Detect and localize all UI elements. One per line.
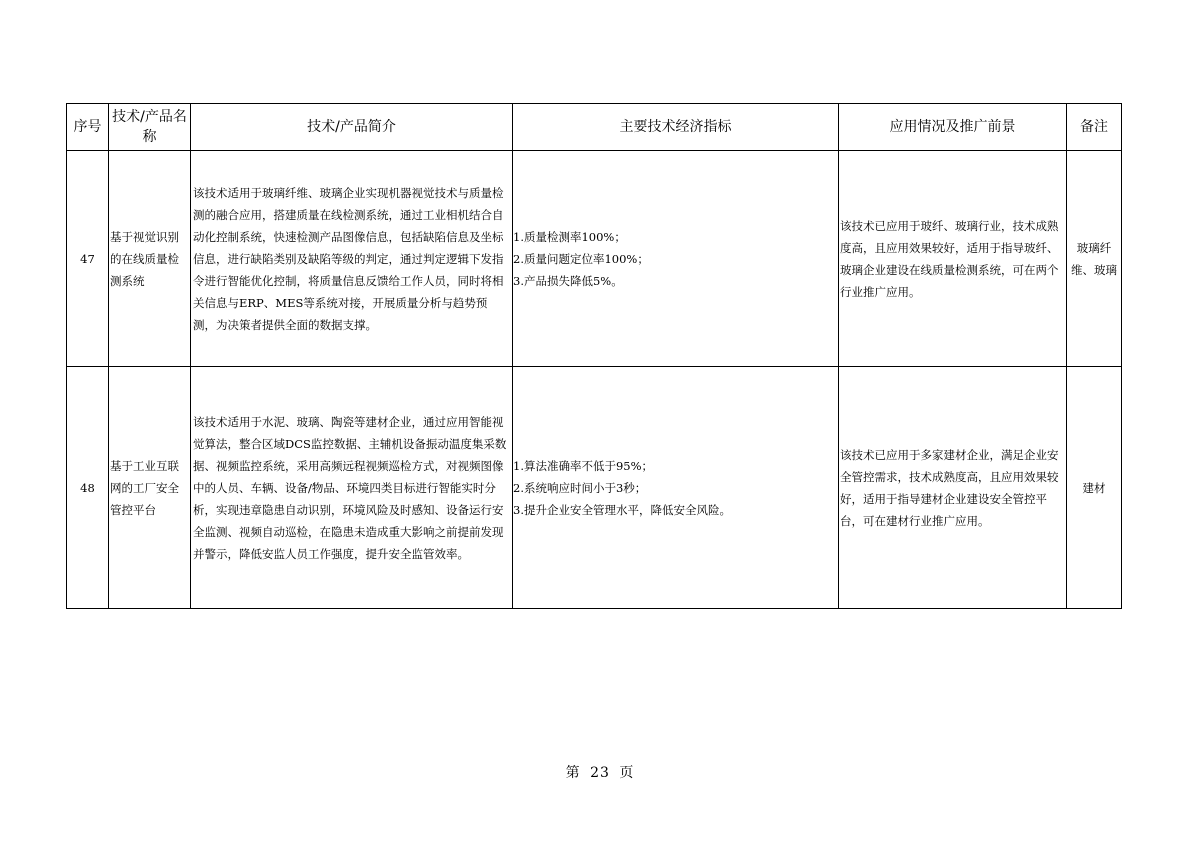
page-prefix: 第 [565, 765, 581, 781]
row-metrics [513, 151, 839, 367]
row-index: 48 [67, 367, 109, 609]
header-name: 技术/产品名称 [109, 104, 191, 151]
header-intro: 技术/产品简介 [191, 104, 513, 151]
table-row [67, 151, 1122, 367]
row-metrics [513, 367, 839, 609]
row-application: 该技术已应用于多家建材企业，满足企业安全管控需求，技术成熟度高，且应用效果较好，适用于指导建材企业建设安全管控平台，可在建材行业推广应用。 [839, 367, 1067, 609]
metric-item: 3.提升企业安全管理水平，降低安全风险。 [513, 502, 731, 517]
row-index: 47 [67, 151, 109, 367]
metric-item: 3.产品损失降低5%。 [513, 273, 623, 288]
metric-item: 2.系统响应时间小于3秒； [513, 480, 647, 495]
table-row [67, 367, 1122, 609]
row-intro: 该技术适用于玻璃纤维、玻璃企业实现机器视觉技术与质量检测的融合应用，搭建质量在线检测系统，通过工业相机结合自动化控制系统，快速检测产品图像信息，包括缺陷信息及坐标信息，进行缺陷类别及缺陷等级的判定，通过判定逻辑下发指令进行智能优化控制，将质量信息反馈给工作人员，同时将相关信息与ERP、MES等系统对接，开展质量分析与趋势预测，为决策者提供全面的数据支撑。 [191, 151, 513, 367]
row-note: 建材 [1067, 367, 1122, 609]
page-suffix: 页 [619, 765, 635, 781]
header-note: 备注 [1067, 104, 1122, 151]
header-index: 序号 [67, 104, 109, 151]
row-application: 该技术已应用于玻纤、玻璃行业，技术成熟度高，且应用效果较好，适用于指导玻纤、玻璃企业建设在线质量检测系统，可在两个行业推广应用。 [839, 151, 1067, 367]
tech-catalog-table [66, 103, 1122, 609]
metric-item: 1.算法准确率不低于95%； [513, 458, 654, 473]
table-header-row [67, 104, 1122, 151]
header-application: 应用情况及推广前景 [839, 104, 1067, 151]
header-metrics: 主要技术经济指标 [513, 104, 839, 151]
page-number: 23 [590, 765, 610, 781]
metric-item: 1.质量检测率100%； [513, 229, 626, 244]
row-intro: 该技术适用于水泥、玻璃、陶瓷等建材企业，通过应用智能视觉算法，整合区域DCS监控数据、主辅机设备振动温度集采数据、视频监控系统，采用高频远程视频巡检方式，对视频图像中的人员、车辆、设备/物品、环境四类目标进行智能实时分析，实现违章隐患自动识别，环境风险及时感知、设备运行安全监测、视频自动巡检，在隐患未造成重大影响之前提前发现并警示，降低安监人员工作强度，提升安全监管效率。 [191, 367, 513, 609]
metric-item: 2.质量问题定位率100%； [513, 251, 649, 266]
row-name: 基于视觉识别的在线质量检测系统 [109, 151, 191, 367]
row-name: 基于工业互联网的工厂安全管控平台 [109, 367, 191, 609]
row-note: 玻璃纤维、玻璃 [1067, 151, 1122, 367]
page-number-footer [0, 762, 1200, 782]
